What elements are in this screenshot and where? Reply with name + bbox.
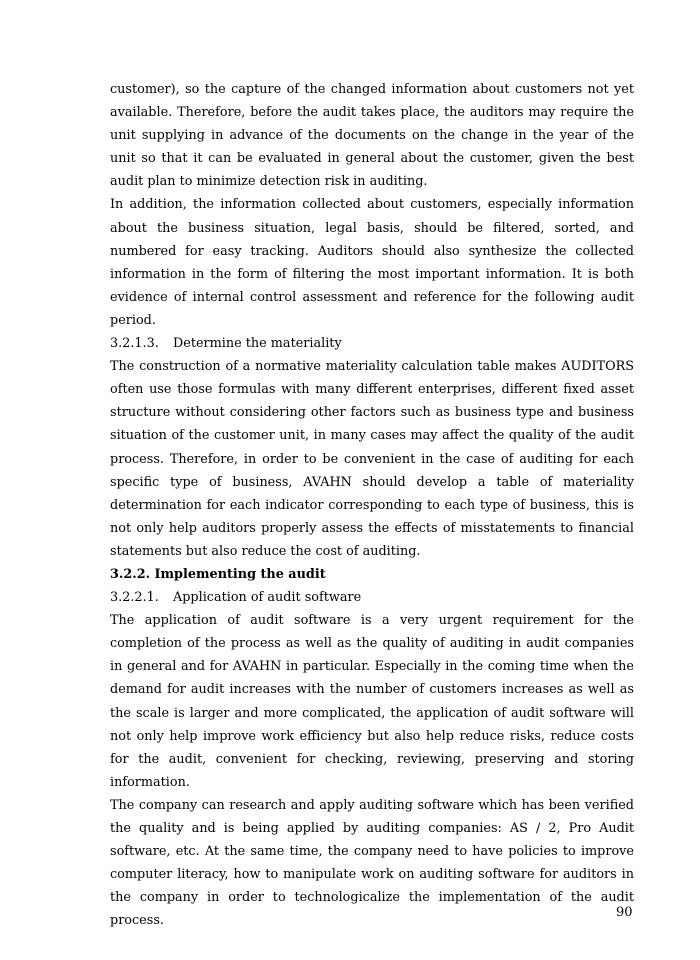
subsection-title: Application of audit software xyxy=(173,590,362,606)
subsection-heading-materiality xyxy=(110,332,634,355)
paragraph-information-collected: In addition, the information collected about customers, especially information about the business situation, legal basis, should be filtered, sorted, and numbered for easy tracking. Auditors should also synthesize the collected information in the form of filtering the most important information. It is both evidence of internal control assessment and reference for the following audit period. xyxy=(110,197,634,328)
subsection-number: 3.2.1.3. xyxy=(110,336,159,352)
subsection-heading-audit-software xyxy=(110,586,634,609)
section-heading-implementing-audit: 3.2.2. Implementing the audit xyxy=(110,566,326,582)
paragraph-audit-software-application: The application of audit software is a very urgent requirement for the completion of the process as well as the quality of auditing in audit companies in general and for AVAHN in particular. Especially in the coming time when the demand for audit increases with the number of customers increases as well as the scale is larger and more complicated, the application of audit software will not only help improve work efficiency but also help reduce risks, reduce costs for the audit, convenient for checking, reviewing, preserving and storing information. xyxy=(110,613,634,790)
paragraph-materiality: The construction of a normative materiality calculation table makes AUDITORS often use those formulas with many different enterprises, different fixed asset structure without considering other factors such as business type and business situation of the customer unit, in many cases may affect the quality of the audit process. Therefore, in order to be convenient in the case of auditing for each specific type of business, AVAHN should develop a table of materiality determination for each indicator corresponding to each type of business, this is not only help auditors properly assess the effects of misstatements to financial statements but also reduce the cost of auditing. xyxy=(110,359,634,559)
paragraph-company-research: The company can research and apply auditing software which has been verified the quality and is being applied by auditing companies: AS / 2, Pro Audit software, etc. At the same time, the company need to have policies to improve computer literacy, how to manipulate work on auditing software for auditors in the company in order to technologicalize the implementation of the audit process. xyxy=(110,797,634,929)
page-number: 90 xyxy=(616,905,633,920)
paragraph-customer-info: customer), so the capture of the changed information about customers not yet available. Therefore, before the audit takes place, the auditors may require the unit supplying in advance of the documents on the change in the year of the unit so that it can be evaluated in general about the customer, given the best audit plan to minimize detection risk in auditing. xyxy=(110,82,634,190)
subsection-title: Determine the materiality xyxy=(173,336,342,352)
document-body xyxy=(110,78,634,932)
subsection-number: 3.2.2.1. xyxy=(110,590,159,606)
